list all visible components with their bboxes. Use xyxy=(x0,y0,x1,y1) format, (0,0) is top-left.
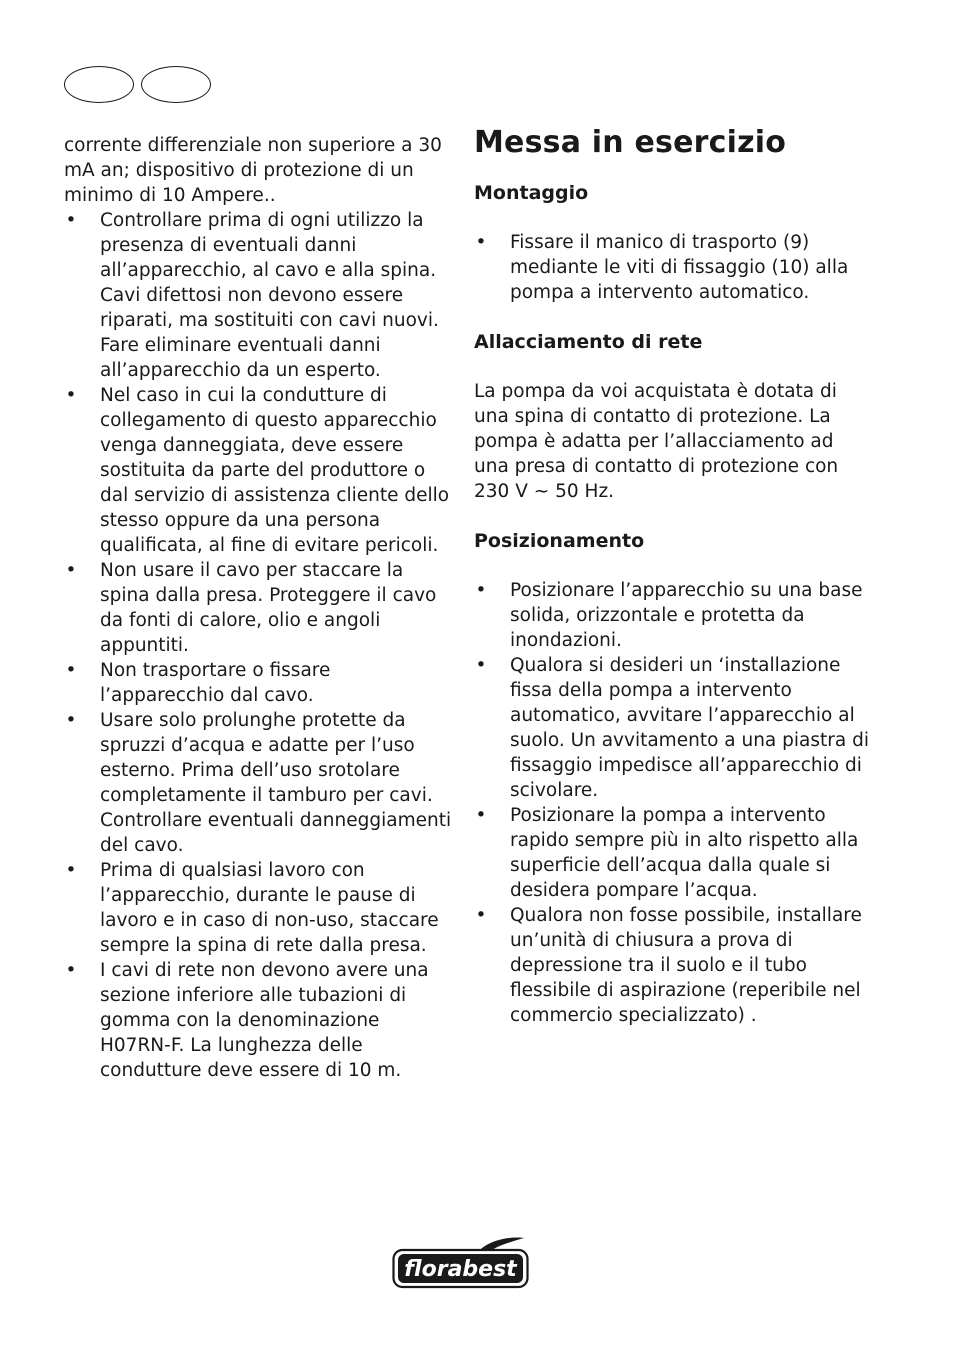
right-column xyxy=(474,124,874,1052)
bullet-icon: • xyxy=(65,860,77,881)
list-item: • Qualora non fosse possibile, installare un’unità di chiusura a prova di depressione tra il suolo e il tubo flessibile di aspirazione (reperibile nel commercio specializzato) . xyxy=(475,905,862,1026)
list-item: • Fissare il manico di trasporto (9) mediante le viti di fissaggio (10) alla pompa a intervento automatico. xyxy=(475,232,849,303)
list-item: • Usare solo prolunghe protette da spruzzi d’acqua e adatte per l’uso esterno. Prima dell’uso srotolare completamente il tamburo per cavi. Controllare eventuali danneggiamenti del cavo. xyxy=(65,710,452,856)
list-item: • Qualora si desideri un ‘installazione fissa della pompa a intervento automatico, avvitare l’apparecchio al suolo. Un avvitamento a una piastra di fissaggio impedisce all’apparecchio di scivolare. xyxy=(475,655,869,801)
bullet-icon: • xyxy=(65,385,77,406)
list-item: • Non usare il cavo per staccare la spina dalla presa. Proteggere il cavo da fonti di calore, olio e angoli appuntiti. xyxy=(65,560,437,656)
posizionamento-list xyxy=(474,578,874,1028)
montaggio-list xyxy=(474,230,874,305)
posizionamento-heading: Posizionamento xyxy=(474,530,645,552)
list-item: • Controllare prima di ogni utilizzo la presenza di eventuali danni all’apparecchio, al cavo e alla spina. Cavi difettosi non devono essere riparati, ma sostituiti con cavi nuovi. Fare eliminare eventuali danni all’apparecchio da un esperto. xyxy=(65,210,439,381)
safety-bullet-list xyxy=(64,208,454,1083)
bullet-icon: • xyxy=(475,905,487,926)
language-oval-left xyxy=(64,66,134,103)
bullet-icon: • xyxy=(65,960,77,981)
language-markers xyxy=(64,66,214,106)
allacciamento-text: La pompa da voi acquistata è dotata di una spina di contatto di protezione. La pompa è adatta per l’allacciamento ad una presa di contatto di protezione con 230 V ~ 50 Hz. xyxy=(474,381,839,502)
left-column xyxy=(64,133,454,1083)
bullet-icon: • xyxy=(475,805,487,826)
logo-text: florabest xyxy=(404,1257,517,1282)
bullet-icon: • xyxy=(475,580,487,601)
bullet-icon: • xyxy=(65,210,77,231)
posizionamento-section xyxy=(474,528,874,1028)
list-item: • Non trasportare o fissare l’apparecchio dal cavo. xyxy=(65,660,331,706)
continuation-text: corrente differenziale non superiore a 30 mA an; dispositivo di protezione di un minimo di 10 Ampere.. xyxy=(64,135,442,206)
allacciamento-heading: Allacciamento di rete xyxy=(474,331,703,353)
list-item: • Prima di qualsiasi lavoro con l’apparecchio, durante le pause di lavoro e in caso di non-uso, staccare sempre la spina di rete dalla presa. xyxy=(65,860,439,956)
bullet-icon: • xyxy=(475,232,487,253)
list-item: • Posizionare la pompa a intervento rapido sempre più in alto rispetto alla superficie dell’acqua dalla quale si desidera pompare l’acqua. xyxy=(475,805,859,901)
bullet-icon: • xyxy=(65,710,77,731)
list-item: • I cavi di rete non devono avere una sezione inferiore alle tubazioni di gomma con la denominazione H07RN-F. La lunghezza delle condutture deve essere di 10 m. xyxy=(65,960,429,1081)
montaggio-heading: Montaggio xyxy=(474,182,589,204)
allacciamento-section xyxy=(474,329,874,504)
page-title: Messa in esercizio xyxy=(474,125,787,160)
language-oval-right xyxy=(141,66,211,103)
bullet-icon: • xyxy=(65,560,77,581)
list-item: • Posizionare l’apparecchio su una base solida, orizzontale e protetta da inondazioni. xyxy=(475,580,863,651)
bullet-icon: • xyxy=(475,655,487,676)
bullet-icon: • xyxy=(65,660,77,681)
florabest-logo xyxy=(392,1236,530,1290)
montaggio-section xyxy=(474,180,874,305)
list-item: • Nel caso in cui la condutture di collegamento di questo apparecchio venga danneggiata, deve essere sostituita da parte del produttore o dal servizio di assistenza cliente dello stesso oppure da una persona qualificata, al fine di evitare pericoli. xyxy=(65,385,450,556)
